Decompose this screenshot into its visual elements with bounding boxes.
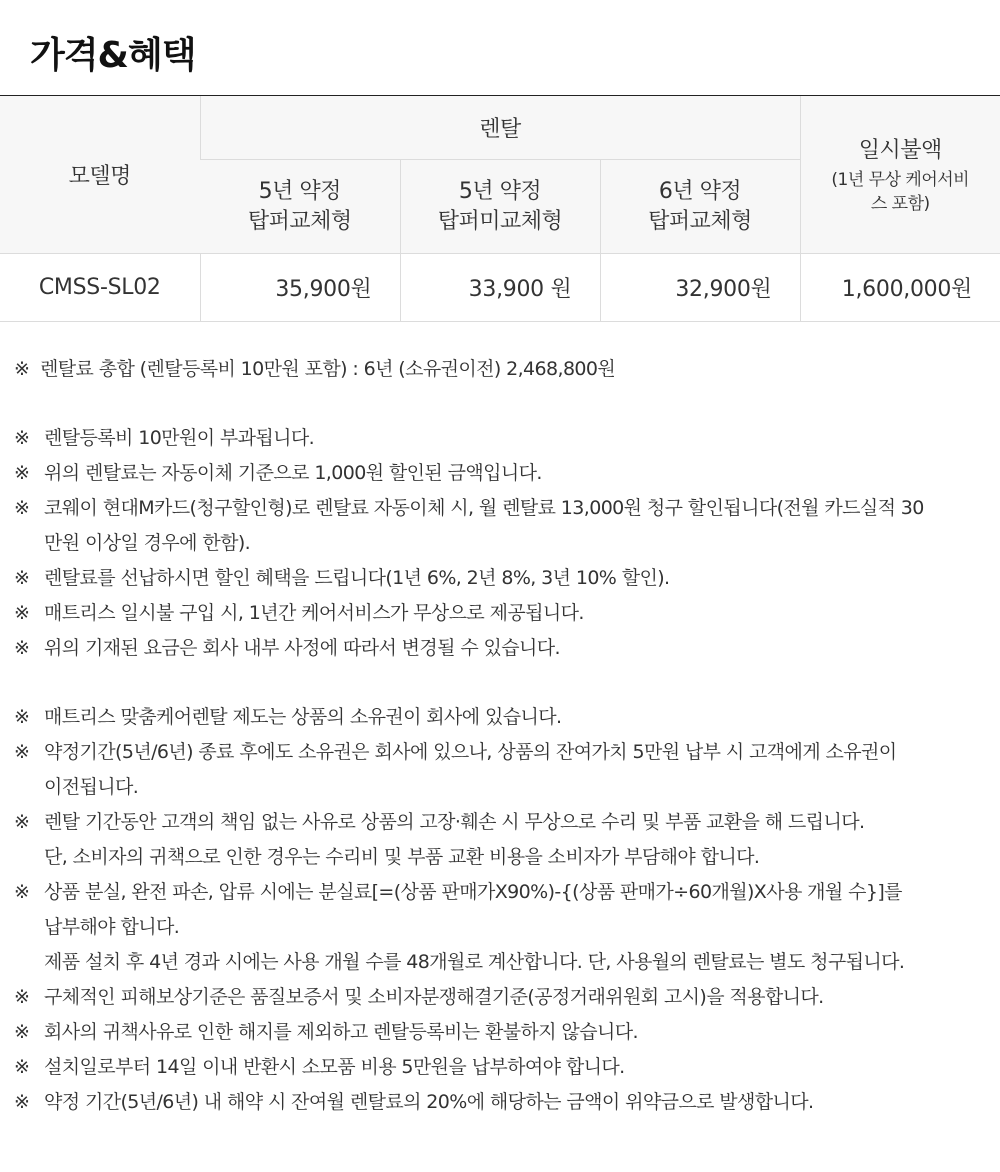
plan-type: 탑퍼교체형 [247,208,352,234]
note-text: 제품 설치 후 4년 경과 시에는 사용 개월 수를 48개월로 계산합니다. 단, 사용월의 렌탈료는 별도 청구됩니다. [44,951,905,973]
price-cell: 33,900 원 [400,254,600,322]
plan-type: 탑퍼미교체형 [437,208,563,234]
note-text: 상품 분실, 완전 파손, 압류 시에는 분실료[=(상품 판매가X90%)-{(상품 판매가÷60개월)X사용 개월 수}]를 [44,881,902,903]
note-mark: ※ [14,986,30,1008]
plan-header [400,160,600,254]
note-item [14,596,990,631]
lump-sum-header [800,96,1000,254]
note-mark: ※ [14,358,30,380]
note-item [14,491,990,561]
note-text: 매트리스 맞춤케어렌탈 제도는 상품의 소유권이 회사에 있습니다. [44,706,562,728]
note-item [14,631,990,666]
lump-sum-cell: 1,600,000원 [800,254,1000,322]
note-text: 렌탈등록비 10만원이 부과됩니다. [44,427,315,449]
plan-term: 6년 약정 [658,178,742,204]
note-item [14,1050,990,1085]
note-text: 렌탈 기간동안 고객의 책임 없는 사유로 상품의 고장·훼손 시 무상으로 수리 및 부품 교환을 해 드립니다. [44,811,865,833]
note-mark: ※ [14,462,30,484]
lump-sum-note: (1년 무상 케어서비스 포함) [831,170,970,214]
note-item [14,875,990,980]
rental-header: 렌탈 [200,96,800,160]
note-text: 렌탈료 총합 (렌탈등록비 10만원 포함) : 6년 (소유권이전) 2,468,800원 [40,358,616,380]
note-mark: ※ [14,1056,30,1078]
note-mark: ※ [14,741,30,763]
note-item [14,980,990,1015]
plan-header [200,160,400,254]
table-row [0,254,1000,322]
note-mark: ※ [14,881,30,903]
note-mark: ※ [14,427,30,449]
page-title: 가격&혜택 [30,35,196,76]
note-text: 약정 기간(5년/6년) 내 해약 시 잔여월 렌탈료의 20%에 해당하는 금액이 위약금으로 발생합니다. [44,1091,814,1113]
note-mark: ※ [14,1021,30,1043]
note-text: 만원 이상일 경우에 한함). [44,532,251,554]
note-mark: ※ [14,602,30,624]
note-mark: ※ [14,706,30,728]
note-mark: ※ [14,1091,30,1113]
note-mark: ※ [14,567,30,589]
note-text: 회사의 귀책사유로 인한 해지를 제외하고 렌탈등록비는 환불하지 않습니다. [44,1021,638,1043]
note-text: 설치일로부터 14일 이내 반환시 소모품 비용 5만원을 납부하여야 합니다. [44,1056,625,1078]
note-item [14,700,990,735]
note-text: 이전됩니다. [44,776,139,798]
note-text: 납부해야 합니다. [44,916,180,938]
plan-term: 5년 약정 [258,178,341,204]
note-item [14,561,990,596]
lump-sum-title: 일시불액 [858,138,942,163]
plan-term: 5년 약정 [458,178,542,204]
note-mark: ※ [14,811,30,833]
note-item [14,1015,990,1050]
note-text: 매트리스 일시불 구입 시, 1년간 케어서비스가 무상으로 제공됩니다. [44,602,584,624]
model-cell: CMSS-SL02 [0,254,200,322]
note-mark: ※ [14,497,30,519]
note-item [14,352,990,387]
model-header: 모델명 [0,96,200,254]
notes-list [14,352,990,1120]
price-cell: 35,900원 [200,254,400,322]
note-text: 위의 렌탈료는 자동이체 기준으로 1,000원 할인된 금액입니다. [44,462,542,484]
note-mark: ※ [14,637,30,659]
note-text: 렌탈료를 선납하시면 할인 혜택을 드립니다(1년 6%, 2년 8%, 3년 10% 할인). [44,567,670,589]
note-item [14,421,990,456]
note-item [14,456,990,491]
note-text: 단, 소비자의 귀책으로 인한 경우는 수리비 및 부품 교환 비용을 소비자가 부담해야 합니다. [44,846,760,868]
note-text: 위의 기재된 요금은 회사 내부 사정에 따라서 변경될 수 있습니다. [44,637,561,659]
plan-type: 탑퍼교체형 [648,208,752,234]
note-item [14,1085,990,1120]
note-item [14,805,990,875]
price-table [0,95,1000,322]
price-cell: 32,900원 [600,254,800,322]
note-text: 구체적인 피해보상기준은 품질보증서 및 소비자분쟁해결기준(공정거래위원회 고시)을 적용합니다. [44,986,824,1008]
note-item [14,735,990,805]
note-text: 코웨이 현대M카드(청구할인형)로 렌탈료 자동이체 시, 월 렌탈료 13,000원 청구 할인됩니다(전월 카드실적 30 [44,497,924,519]
note-text: 약정기간(5년/6년) 종료 후에도 소유권은 회사에 있으나, 상품의 잔여가치 5만원 납부 시 고객에게 소유권이 [44,741,897,763]
plan-header [600,160,800,254]
